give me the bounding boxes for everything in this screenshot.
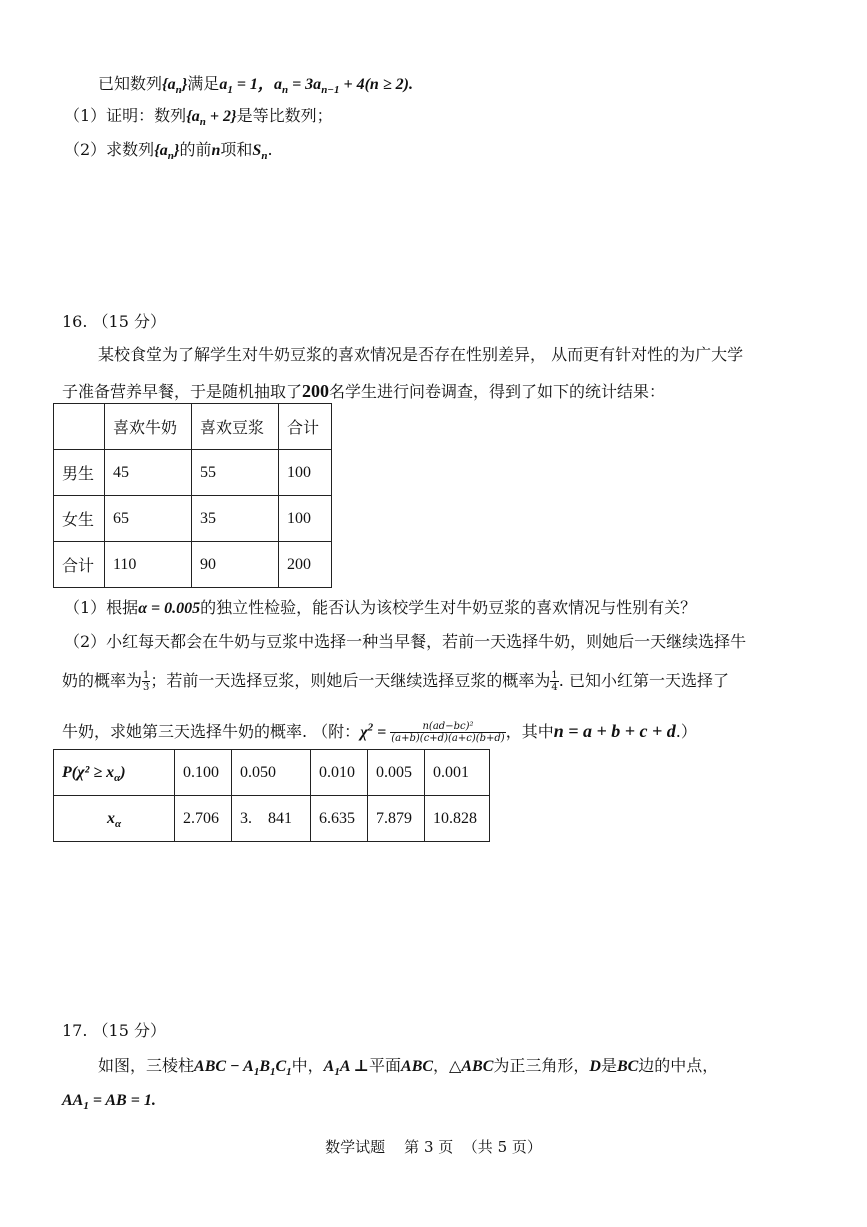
- table-cell: 200: [279, 542, 332, 588]
- table-cell: 男生: [54, 450, 105, 496]
- table-cell: 0.001: [425, 750, 490, 796]
- table-cell: 6.635: [311, 796, 368, 842]
- chi-square-formula: $\frac{\text{n(ad−bc)²}}{(a+b)(c+d)(a+c)(b+d)}$: [391, 721, 505, 744]
- table-header-cell: 喜欢牛奶: [105, 404, 192, 450]
- q16-part2-line1: （2）小红每天都会在牛奶与豆浆中选择一种当早餐，若前一天选择牛奶，则她后一天继续选择牛: [64, 632, 747, 651]
- table-cell: 55: [192, 450, 279, 496]
- table-cell: 100: [279, 450, 332, 496]
- q15-intro-text-2: 满足: [187, 74, 220, 93]
- table-cell: 0.050: [232, 750, 311, 796]
- table-cell: 合计: [54, 542, 105, 588]
- survey-table: [53, 403, 332, 588]
- page-footer: 数学试题 第 3 页 （共 5 页）: [325, 1138, 542, 1156]
- fraction-one-quarter: $\frac{1}{4}$: [551, 670, 558, 693]
- table-cell: 10.828: [425, 796, 490, 842]
- prism-name: ABC − $A_1B_1C_1$: [194, 1058, 292, 1079]
- table-row: [54, 796, 490, 842]
- table-cell: $P(\chi^2 \ge x_\alpha)$: [54, 750, 175, 796]
- q16-sample-size: 200: [302, 381, 330, 401]
- table-cell: 2.706: [175, 796, 232, 842]
- q16-part2-line3: 牛奶，求她第三天选择牛奶的概率. （附：$\chi^2$ = $\frac{\text{n(ad−bc)²}}{(a+b)(c+d)(a+c)(b+d)}$ ，其中n = a + b + c + d.）: [62, 721, 697, 744]
- q15-part2-sum: $S_n$: [252, 142, 268, 163]
- q15-intro: [98, 72, 413, 97]
- table-cell: 0.005: [368, 750, 425, 796]
- table-cell: $x_\alpha$: [54, 796, 175, 842]
- q15-cond-a1: $a_1 = 1$，: [219, 76, 274, 97]
- q16-paragraph-line1: 某校食堂为了解学生对牛奶豆浆的喜欢情况是否存在性别差异， 从而更有针对性的为广大学: [98, 345, 744, 364]
- q17-line2: $AA_1$ = AB = 1.: [62, 1092, 156, 1113]
- table-cell: 女生: [54, 496, 105, 542]
- q16-part1: （1）根据α = 0.005的独立性检验，能否认为该校学生对牛奶豆浆的喜欢情况与性别有关？: [64, 598, 697, 617]
- table-row: [54, 542, 332, 588]
- q17-line1: 如图，三棱柱ABC − $A_1B_1C_1$中，$A_1A$ ⊥平面ABC，△ABC为正三角形，D是BC边的中点，: [98, 1056, 719, 1079]
- table-header-cell: 喜欢豆浆: [192, 404, 279, 450]
- table-cell: 0.100: [175, 750, 232, 796]
- n-definition: n = a + b + c + d: [553, 721, 676, 741]
- q16-part2-line2: 奶的概率为 $\frac{1}{3}$ ；若前一天选择豆浆，则她后一天继续选择豆浆的概率为 $\frac{1}{4}$ . 已知小红第一天选择了: [62, 670, 729, 693]
- table-header-row: [54, 404, 332, 450]
- table-header-cell: 合计: [279, 404, 332, 450]
- table-row: [54, 750, 490, 796]
- q15-intro-text: 已知数列: [98, 74, 163, 93]
- q15-part2: （2）求数列$\{a_n\}$的前n项和$S_n$.: [64, 140, 273, 163]
- table-cell: 3. 841: [232, 796, 311, 842]
- q16-paragraph-line2: 子准备营养早餐，于是随机抽取了200名学生进行问卷调查，得到了如下的统计结果：: [62, 381, 666, 401]
- table-cell: 35: [192, 496, 279, 542]
- table-cell: 7.879: [368, 796, 425, 842]
- table-row: [54, 450, 332, 496]
- table-cell: 100: [279, 496, 332, 542]
- q15-seq: $\{a_n\}$: [162, 76, 188, 97]
- table-cell: 110: [105, 542, 192, 588]
- q16-alpha: α = 0.005: [138, 600, 201, 617]
- table-cell: 0.010: [311, 750, 368, 796]
- q17-header: 17. （15 分）: [62, 1021, 166, 1040]
- critical-value-table: [53, 749, 490, 842]
- table-row: [54, 496, 332, 542]
- table-cell: 45: [105, 450, 192, 496]
- fraction-one-third: $\frac{1}{3}$: [143, 670, 150, 693]
- perpendicular-statement: $A_1A$ ⊥: [323, 1058, 369, 1079]
- q15-cond-recurrence: $a_n = 3a_{n-1} + 4(n \ge 2)$.: [273, 76, 413, 97]
- chi-square-symbol: $\chi^2$ =: [360, 721, 391, 741]
- table-cell: 90: [192, 542, 279, 588]
- q16-header: 16. （15 分）: [62, 312, 166, 331]
- table-header-cell: [54, 404, 105, 450]
- q15-part1-seq: $\{a_n + 2\}$: [186, 108, 237, 129]
- q15-part1: （1）证明：数列$\{a_n + 2\}$是等比数列；: [64, 106, 333, 129]
- table-cell: 65: [105, 496, 192, 542]
- q15-part2-seq: $\{a_n\}$: [154, 142, 180, 163]
